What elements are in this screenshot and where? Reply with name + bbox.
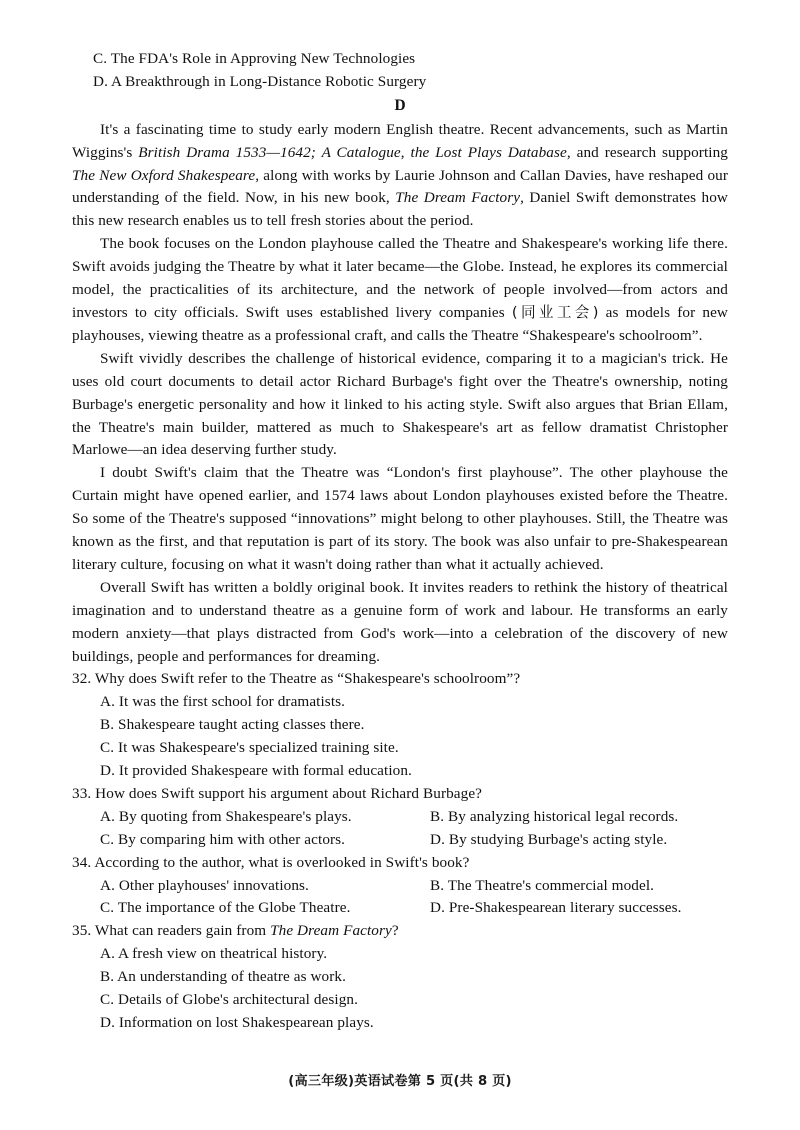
leading-option-c: C. The FDA's Role in Approving New Technologies [93,50,416,67]
question-34-option-c[interactable]: C. The importance of the Globe Theatre. [100,899,351,917]
question-35 [72,920,728,1035]
question-34-options [72,875,728,921]
question-32-option-c[interactable]: C. It was Shakespeare's specialized training site. [100,739,399,757]
question-33-stem: 33. How does Swift support his argument about Richard Burbage? [72,785,483,802]
question-34-option-a[interactable]: A. Other playhouses' innovations. [100,876,309,894]
question-32-stem: 32. Why does Swift refer to the Theatre as “Shakespeare's schoolroom”? [72,670,521,688]
question-35-option-d[interactable]: D. Information on lost Shakespearean plays. [100,1014,374,1031]
passage-paragraph-2: The book focuses on the London playhouse called the Theatre and Shakespeare's working life there. Swift avoids judging the Theatre by what it later became—the Globe. Instead, he explores its commercial model, the practicalities of its architecture, and the network of people involved—from actors and investors to city officials. Swift uses established livery companies (同业工会) as models for new playhouses, viewing theatre as a professional craft, and calls the Theatre “Shakespeare's schoolroom”. [72,235,728,344]
question-33 [72,783,728,852]
question-33-option-b[interactable]: B. By analyzing historical legal records. [430,807,679,825]
question-34-option-d[interactable]: D. Pre-Shakespearean literary successes. [430,899,682,917]
question-32-option-a[interactable]: A. It was the first school for dramatists. [100,693,346,711]
question-33-option-a[interactable]: A. By quoting from Shakespeare's plays. [100,807,352,825]
question-32 [72,668,728,783]
question-32-option-d[interactable]: D. It provided Shakespeare with formal education. [100,762,412,780]
question-32-options [72,691,728,783]
questions-section [72,668,728,1034]
question-33-option-d[interactable]: D. By studying Burbage's acting style. [430,830,668,848]
passage-paragraph-3: Swift vividly describes the challenge of historical evidence, comparing it to a magician's trick. He uses old court documents to detail actor Richard Burbage's fight over the Theatre's ownership, noting Burbage's energetic personality and how it linked to his acting style. Swift also argues that Brian Ellam, the Theatre's main builder, mattered as much to Shakespeare's art as fellow dramatist Christopher Marlowe—an idea deserving further study. [72,349,728,459]
question-33-option-c[interactable]: C. By comparing him with other actors. [100,830,346,848]
question-33-options-row-1 [72,806,728,829]
question-32-option-b[interactable]: B. Shakespeare taught acting classes there. [100,716,365,734]
passage-paragraph-5: Overall Swift has written a boldly original book. It invites readers to rethink the history of theatrical imagination and to understand theatre as a genuine form of work and labour. He transforms an early modern anxiety—that plays distracted from God's work—into a celebration of the discovery of new buildings, people and performances for dreaming. [72,578,728,665]
question-34-option-b[interactable]: B. The Theatre's commercial model. [430,876,655,894]
question-33-options-row-2 [72,829,728,852]
leading-options-list [72,48,728,94]
question-34 [72,852,728,921]
passage-body [72,119,728,669]
question-34-options-row-1 [72,875,728,898]
question-35-option-c[interactable]: C. Details of Globe's architectural design. [100,991,358,1009]
passage-paragraph-4: I doubt Swift's claim that the Theatre was “London's first playhouse”. The other playhouse the Curtain might have opened earlier, and 1574 laws about London playhouses existed before the Theatre. So some of the Theatre's supposed “innovations” might belong to other playhouses. Still, the Theatre was known as the first, and that reputation is part of its story. The book was also unfair to pre-Shakespearean literary culture, focusing on what it wasn't doing rather than what it actually achieved. [72,464,728,573]
question-34-stem: 34. According to the author, what is overlooked in Swift's book? [72,853,470,871]
leading-option-d: D. A Breakthrough in Long-Distance Robotic Surgery [93,72,427,90]
question-35-option-a[interactable]: A. A fresh view on theatrical history. [100,945,328,963]
page-footer: (高三年级)英语试卷第 5 页(共 8 页) [288,1074,512,1089]
question-35-option-b[interactable]: B. An understanding of theatre as work. [100,968,347,986]
question-33-options [72,806,728,852]
question-35-stem: 35. What can readers gain from The Dream Factory? [72,922,399,940]
passage-paragraph-1: It's a fascinating time to study early modern English theatre. Recent advancements, such as Martin Wiggins's British Drama 1533—1642; A Catalogue, the Lost Plays Database, and research supporting The New Oxford Shakespeare, along with works by Laurie Johnson and Callan Davies, have reshaped our understanding of the field. Now, in his new book, The Dream Factory, Daniel Swift demonstrates how this new research enables us to tell fresh stories about the period. [72,120,728,230]
section-letter: D [394,96,406,114]
question-34-options-row-2 [72,897,728,920]
question-35-options [72,943,728,1035]
